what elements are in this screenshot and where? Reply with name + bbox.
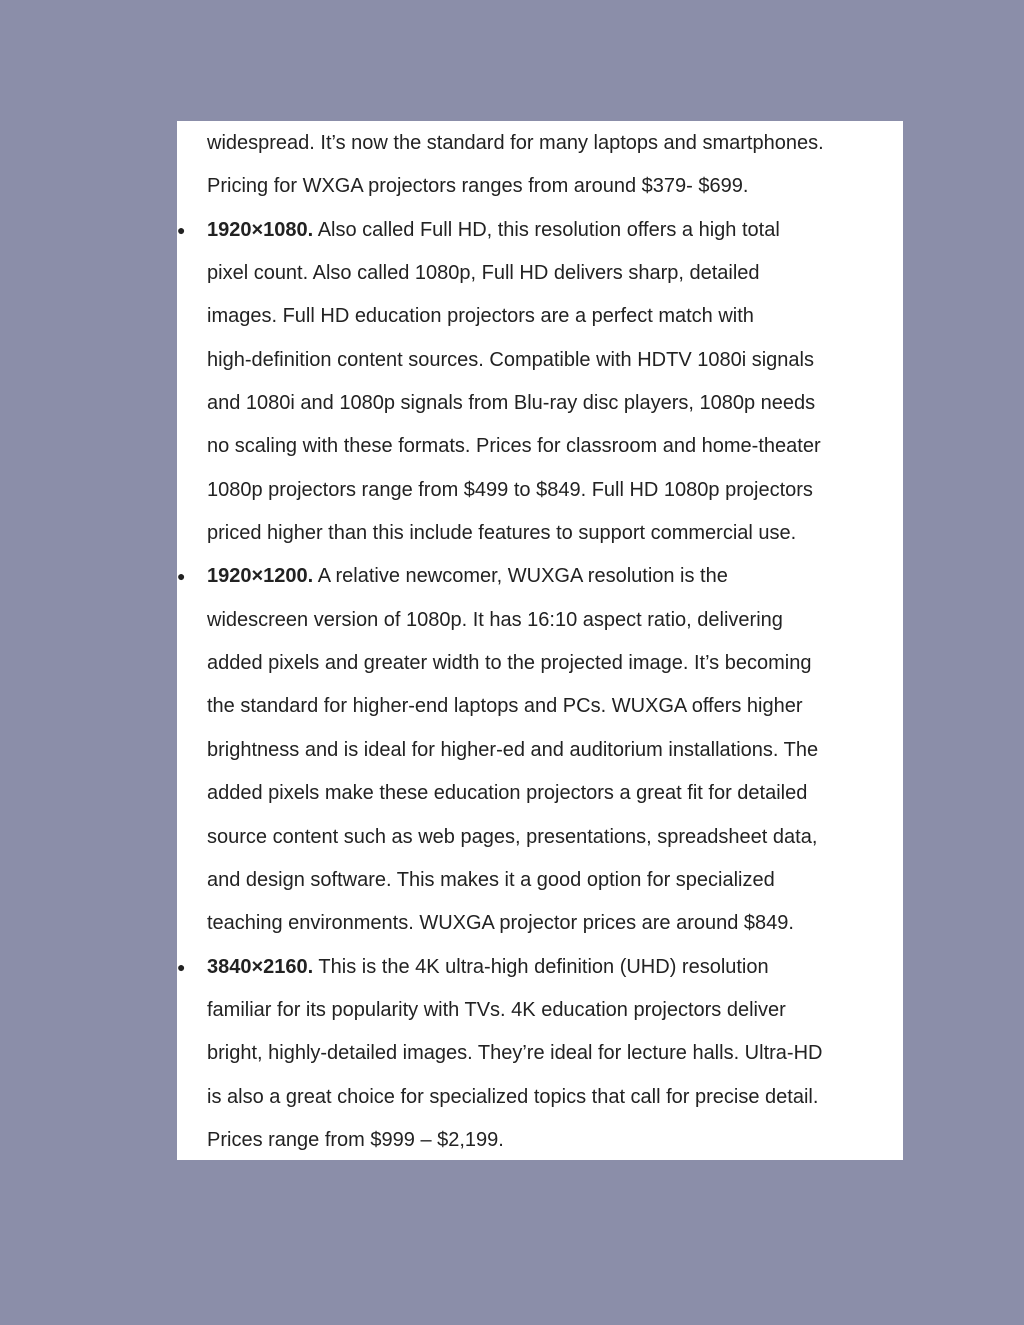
text-line: Prices range from $999 – $2,199.: [207, 1128, 504, 1151]
list-item-1920x1080: ● 1920×1080. Also called Full HD, this resolution offers a high total: [177, 209, 917, 252]
text-line: widespread. It’s now the standard for many laptops and smartphones.: [207, 132, 824, 154]
list-item-term: 1920×1080.: [207, 218, 314, 241]
text-line: 1080p projectors range from $499 to $849. Full HD 1080p projectors: [207, 478, 813, 501]
text-line: source content such as web pages, presentations, spreadsheet data,: [207, 825, 818, 848]
text-line: the standard for higher-end laptops and PCs. WUXGA offers higher: [207, 695, 803, 718]
document-page: [177, 121, 903, 1160]
text-line: high-definition content sources. Compatible with HDTV 1080i signals: [207, 348, 814, 371]
text-line: images. Full HD education projectors are a perfect match with: [207, 305, 754, 328]
text-line: added pixels and greater width to the projected image. It’s becoming: [207, 652, 812, 675]
list-item-3840x2160: ● 3840×2160. This is the 4K ultra-high definition (UHD) resolution: [177, 946, 917, 989]
text-line: and 1080i and 1080p signals from Blu-ray disc players, 1080p needs: [207, 392, 816, 415]
text-line: pixel count. Also called 1080p, Full HD delivers sharp, detailed: [207, 262, 760, 285]
text-line: and design software. This makes it a good option for specialized: [207, 868, 775, 891]
bullet-icon: ●: [177, 568, 186, 585]
list-item-term: 3840×2160.: [207, 955, 314, 978]
text-line: Pricing for WXGA projectors ranges from around $379- $699.: [207, 175, 749, 198]
text-line: is also a great choice for specialized topics that call for precise detail.: [207, 1085, 819, 1108]
text-line: bright, highly-detailed images. They’re ideal for lecture halls. Ultra-HD: [207, 1042, 823, 1065]
bullet-icon: ●: [177, 958, 186, 975]
list-item-term: 1920×1200.: [207, 565, 314, 588]
text-line: widescreen version of 1080p. It has 16:10 aspect ratio, delivering: [207, 608, 783, 631]
text-line: added pixels make these education projectors a great fit for detailed: [207, 782, 808, 805]
text-line: teaching environments. WUXGA projector prices are around $849.: [207, 912, 794, 935]
bullet-icon: ●: [177, 221, 186, 238]
text-line: no scaling with these formats. Prices for classroom and home-theater: [207, 435, 821, 458]
text-line: brightness and is ideal for higher-ed and auditorium installations. The: [207, 738, 819, 761]
text-line: priced higher than this include features to support commercial use.: [207, 522, 797, 545]
text-line: familiar for its popularity with TVs. 4K education projectors deliver: [207, 998, 786, 1021]
list-item-1920x1200: ● 1920×1200. A relative newcomer, WUXGA resolution is the: [177, 555, 917, 598]
resolution-list: [177, 122, 917, 1162]
